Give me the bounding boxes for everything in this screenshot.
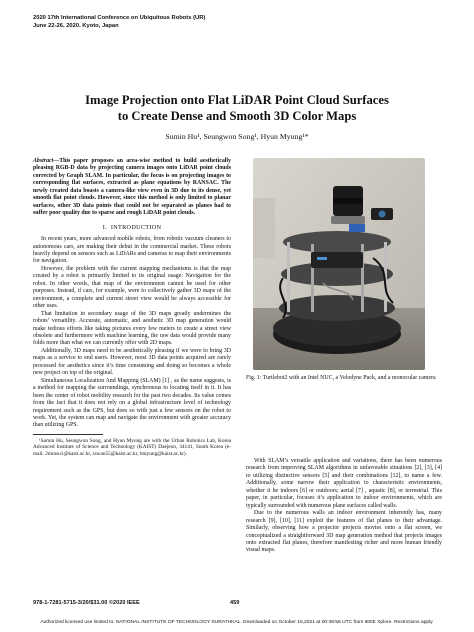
intro-paragraph: However, the problem with the current mapping mechanisms is that the map created by a robot is primarily limited to its original usage: Navigation for the robot. In other words, that map of the environment cannot be used for other purposes. Instead, if cars, for example, were to collectively gather 3D maps of the environment, a complete and current street view would be always accessible for other uses. bbox=[33, 265, 231, 310]
intro-paragraph: Additionally, 3D maps need to be aesthetically pleasing if we were to bring 3D maps as a service to end users. However, most 3D data points acquired are rarely processed for aesthetics since it’s time consuming and doing so becomes a whole new project on top of the original. bbox=[33, 347, 231, 377]
conference-name: 2020 17th International Conference on Ubiquitous Robots (UR) bbox=[33, 15, 206, 21]
intro-paragraph: That limitation in secondary usage of the 3D maps greatly undermines the robots’ versatility. Accurate, automatic, and aesthetic 3D map generation would make tedious efforts like taking pictures every few meters to create a street view obsolete and furthermore with machine learning, the raw data would provide many folds more than what we can currently offer with 2D maps. bbox=[33, 310, 231, 347]
isbn-copyright: 978-1-7281-5715-3/20/$31.00 ©2020 IEEE bbox=[33, 600, 140, 606]
conference-dates: June 22-26, 2020. Kyoto, Japan bbox=[33, 23, 119, 29]
right-column bbox=[246, 458, 442, 555]
robot-photo bbox=[253, 158, 425, 370]
author-list: Sumin Hu¹, Seungwon Song¹, Hyun Myung¹* bbox=[165, 132, 309, 141]
left-column bbox=[33, 158, 231, 458]
abstract-label: Abstract— bbox=[33, 158, 60, 164]
license-notice: Authorized licensed use limited to: NATIONAL INSTITUTE OF TECHNOLOGY SURATHKAL. Downloaded on October 15,2021 at 00:38:56 UTC from IEEE Xplore. Restrictions apply. bbox=[40, 620, 434, 625]
figure-caption: Fig. 1: Turtlebot2 with an Intel NUC, a Velodyne Puck, and a monocular camera bbox=[246, 375, 436, 381]
paper-title-line-2: to Create Dense and Smooth 3D Color Maps bbox=[117, 109, 357, 123]
section-number: I. bbox=[102, 223, 107, 231]
footnote-divider bbox=[33, 434, 103, 435]
abstract bbox=[33, 158, 231, 218]
intro-paragraph: Simultaneous Localization And Mapping (SLAM) [1] , as the name suggests, is a method for mapping the surroundings, synchronous to locating itself in it. It has been the center of robot mobility research for the past two decades. Its value comes from the fact that it does not rely on a global infrastructure level of technology requirement such as the GPS, but does so with just a few sensors on the robot to work. Yet, the system can map and navigate the environment with greater accuracy than utilizing GPS. bbox=[33, 377, 231, 429]
author-affiliation-footnote: ¹Sumin Hu, Seungwon Song, and Hyun Myung are with the Urban Robotics Lab, Korea Advanced Institute of Science and Technology (KAIST) Daejeon, 34141, South Korea (e-mail: 2minsu1@kaist.ac.kr, sswan55@kaist.ac.kr, hmyung@kaist.ac.kr). bbox=[33, 437, 231, 458]
paper-title bbox=[0, 92, 474, 124]
section-heading-introduction bbox=[33, 224, 231, 231]
page-number: 459 bbox=[230, 600, 240, 606]
turtlebot-illustration bbox=[253, 158, 425, 370]
body-paragraph: Due to the numerous walls an indoor environment inherently has, many research [9], [10], [11] exploit the features of flat planes to their advantage. Similarly, observing how a projector projects movies onto a flat screen, we conceptualized a straightforward 3D map generation method that projects images onto extracted flat planes, therefore manifesting richer and more human friendly visual maps. bbox=[246, 510, 442, 554]
section-title: INTRODUCTION bbox=[110, 223, 162, 231]
paper-title-line-1: Image Projection onto Flat LiDAR Point Cloud Surfaces bbox=[85, 93, 389, 107]
body-paragraph: With SLAM’s versatile application and variations, there has been numerous research from improving SLAM algorithms in unfavorable situations [2], [3], [4] to utilizing distinctive sensors [5] and their combinations [12], to name a few. Additionally, some narrow their application to characteristic environments, whether it be indoors [6] or outdoors; aerial [7] , aquatic [8], or terrestrial. This paper, in particular, focuses it’s application to indoor environments, which are typically surrounded with numerous plane surfaces called walls. bbox=[246, 458, 442, 509]
conference-header bbox=[33, 14, 205, 30]
intro-paragraph: In recent years, more advanced mobile robots, from robotic vacuum cleaners to autonomous cars, are making their debut in the commercial market. These robots heavily depend on sensors such as LiDARs and cameras to map their environments for navigation. bbox=[33, 236, 231, 265]
abstract-text: This paper proposes an area-wise method to build aesthetically pleasing RGB-D data by projecting camera images onto LiDAR point clouds corrected by Graph SLAM. In particular, the focus is on projecting images to corresponding flat surfaces, extracted as plane equations by RANSAC. The newly created data boasts a camera-like view even in 3D due to its dense, yet smooth flat point clouds. However, since this method is only limited to planar surfaces, other 3D data points that could not be separated as planes had to suffer poor quality due to sparse and rough LiDAR point clouds. bbox=[33, 158, 231, 217]
